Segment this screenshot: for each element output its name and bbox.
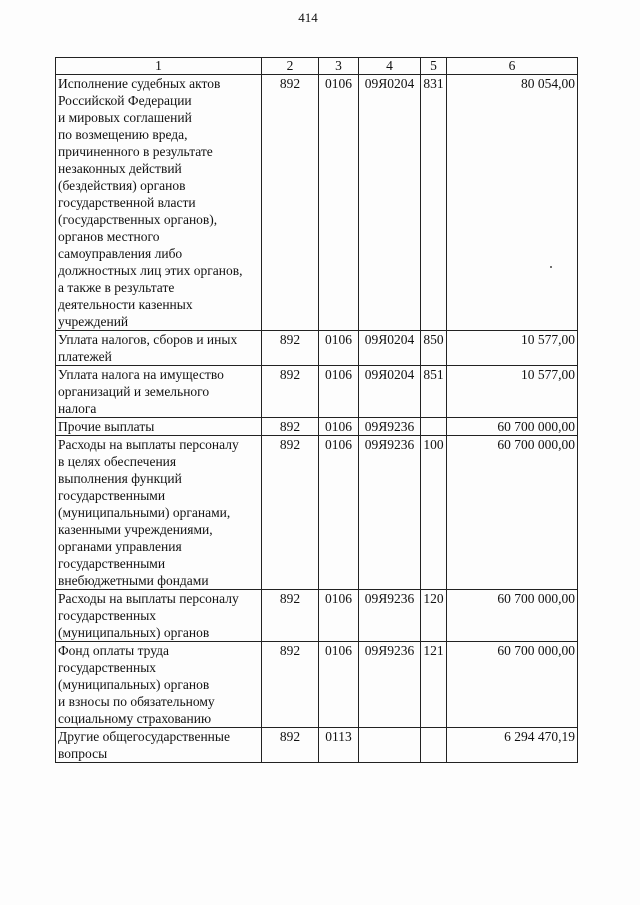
row-section-cell: 0106 [319, 75, 359, 331]
row-amount-cell: 80 054,00 [447, 75, 578, 331]
scan-speck [550, 266, 552, 268]
table-row [56, 75, 578, 331]
row-amount-cell: 60 700 000,00 [447, 590, 578, 642]
row-type-cell: 831 [421, 75, 447, 331]
row-type-cell: 120 [421, 590, 447, 642]
row-type-cell [421, 728, 447, 763]
row-section-cell: 0106 [319, 366, 359, 418]
row-name-cell: Другие общегосударственные вопросы [56, 728, 262, 763]
header-cell: 5 [421, 58, 447, 75]
row-section-cell: 0106 [319, 418, 359, 436]
row-name-cell: Уплата налогов, сборов и иных платежей [56, 331, 262, 366]
budget-table [55, 57, 578, 763]
row-amount-cell: 60 700 000,00 [447, 418, 578, 436]
row-target-cell: 09Я9236 [359, 642, 421, 728]
row-amount-cell: 6 294 470,19 [447, 728, 578, 763]
row-name-cell: Исполнение судебных актов Российской Федерации и мировых соглашений по возмещению вреда, причиненного в результате незаконных действий (бездействия) органов государственной власти (государственных органов), органов местного самоуправления либо должностных лиц этих органов, а также в результате деятельности казенных учреждений [56, 75, 262, 331]
row-amount-cell: 60 700 000,00 [447, 642, 578, 728]
row-name-cell: Фонд оплаты труда государственных (муниципальных) органов и взносы по обязательному социальному страхованию [56, 642, 262, 728]
row-code-cell: 892 [262, 75, 319, 331]
row-code-cell: 892 [262, 331, 319, 366]
row-name-cell: Расходы на выплаты персоналу в целях обеспечения выполнения функций государственными (муниципальными) органами, казенными учреждениями, органами управления государственными внебюджетными фондами [56, 436, 262, 590]
row-section-cell: 0106 [319, 436, 359, 590]
row-code-cell: 892 [262, 418, 319, 436]
row-code-cell: 892 [262, 728, 319, 763]
row-target-cell: 09Я0204 [359, 331, 421, 366]
row-section-cell: 0106 [319, 590, 359, 642]
row-type-cell [421, 418, 447, 436]
table-row [56, 418, 578, 436]
row-target-cell: 09Я9236 [359, 436, 421, 590]
table-row [56, 590, 578, 642]
page-number: 414 [298, 10, 318, 25]
header-cell: 1 [56, 58, 262, 75]
row-type-cell: 100 [421, 436, 447, 590]
table-row [56, 436, 578, 590]
row-type-cell: 851 [421, 366, 447, 418]
row-amount-cell: 60 700 000,00 [447, 436, 578, 590]
row-target-cell: 09Я9236 [359, 590, 421, 642]
row-code-cell: 892 [262, 642, 319, 728]
header-cell: 3 [319, 58, 359, 75]
row-amount-cell: 10 577,00 [447, 331, 578, 366]
row-code-cell: 892 [262, 590, 319, 642]
header-cell: 6 [447, 58, 578, 75]
table-row [56, 366, 578, 418]
row-type-cell: 121 [421, 642, 447, 728]
table-row [56, 331, 578, 366]
row-type-cell: 850 [421, 331, 447, 366]
row-section-cell: 0113 [319, 728, 359, 763]
row-name-cell: Расходы на выплаты персоналу государственных (муниципальных) органов [56, 590, 262, 642]
table-row [56, 642, 578, 728]
row-target-cell: 09Я9236 [359, 418, 421, 436]
header-cell: 4 [359, 58, 421, 75]
row-target-cell: 09Я0204 [359, 75, 421, 331]
table-header-row [56, 58, 578, 75]
row-section-cell: 0106 [319, 331, 359, 366]
row-amount-cell: 10 577,00 [447, 366, 578, 418]
row-code-cell: 892 [262, 366, 319, 418]
row-target-cell [359, 728, 421, 763]
header-cell: 2 [262, 58, 319, 75]
row-name-cell: Прочие выплаты [56, 418, 262, 436]
row-target-cell: 09Я0204 [359, 366, 421, 418]
row-name-cell: Уплата налога на имущество организаций и земельного налога [56, 366, 262, 418]
table-row [56, 728, 578, 763]
row-code-cell: 892 [262, 436, 319, 590]
row-section-cell: 0106 [319, 642, 359, 728]
